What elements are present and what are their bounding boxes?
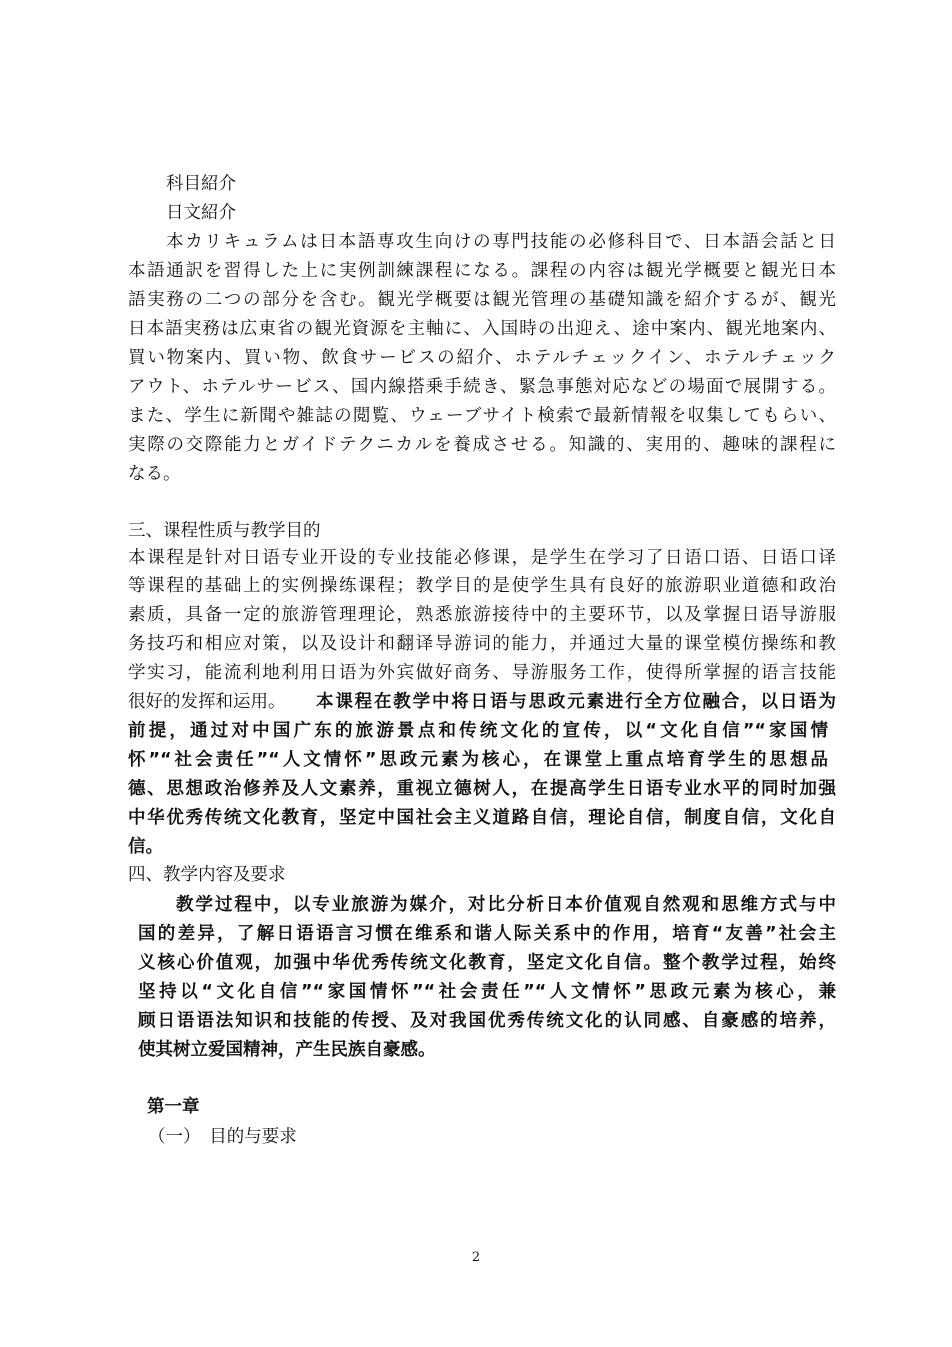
section-3-line: 素质，具备一定的旅游管理理论，熟悉旅游接待中的主要环节，以及掌握日语导游服 <box>128 605 836 625</box>
jp-paragraph-line: 実際の交際能力とガイドテクニカルを養成させる。知識的、実用的、趣味的課程に <box>128 435 836 455</box>
chapter-1-heading: 第一章 <box>147 1097 200 1117</box>
section-3-bold-line: 信。 <box>128 837 163 857</box>
section-3-line: 等课程的基础上的实例操练课程；教学目的是使学生具有良好的旅游职业道德和政治 <box>128 576 836 596</box>
heading-kamoku-shoukai: 科目紹介 <box>166 174 236 194</box>
section-4-line: 坚持以“文化自信”“家国情怀”“社会责任”“人文情怀”思政元素为核心，兼 <box>138 982 836 1002</box>
jp-paragraph-line: アウト、ホテルサービス、国内線搭乗手続き、緊急事態対応などの場面で展開する。 <box>128 377 836 397</box>
section-4-line: 义核心价值观，加强中华优秀传统文化教育，坚定文化自信。整个教学过程，始终 <box>138 953 836 973</box>
section-3-line: 学实习，能流利地利用日语为外宾做好商务、导游服务工作，使得所掌握的语言技能 <box>128 663 836 683</box>
section-3-bold-line: 德、思想政治修养及人文素养，重视立德树人，在提高学生日语专业水平的同时加强 <box>128 779 836 799</box>
section-3-line: 本课程是针对日语专业开设的专业技能必修课，是学生在学习了日语口语、日语口译 <box>128 548 836 568</box>
section-4-line: 教学过程中，以专业旅游为媒介，对比分析日本价值观自然观和思维方式与中 <box>176 895 836 915</box>
jp-paragraph-line: なる。 <box>128 464 181 484</box>
heading-nichibun-shoukai: 日文紹介 <box>166 203 236 223</box>
section-3-bold-line: 本课程在教学中将日语与思政元素进行全方位融合，以日语为 <box>316 692 836 712</box>
jp-paragraph-line: 語実務の二つの部分を含む。観光学概要は観光管理の基礎知識を紹介するが、観光 <box>128 290 836 310</box>
section-4-line: 使其树立爱国精神，产生民族自豪感。 <box>138 1040 436 1060</box>
section-4-heading: 四、教学内容及要求 <box>128 865 286 885</box>
chapter-1-subheading: （一） 目的与要求 <box>148 1127 297 1147</box>
section-3-line: 务技巧和相应对策，以及设计和翻译导游词的能力，并通过大量的课堂模仿操练和教 <box>128 634 836 654</box>
jp-paragraph-line: 日本語実務は広東省の観光資源を主軸に、入国時の出迎え、途中案内、観光地案内、 <box>128 319 836 339</box>
jp-paragraph-line: 本語通訳を習得した上に実例訓練課程になる。課程の内容は観光学概要と観光日本 <box>128 261 836 281</box>
section-3-line: 很好的发挥和运用。 <box>128 692 286 712</box>
section-4-line: 国的差异，了解日语语言习惯在维系和谐人际关系中的作用，培育“友善”社会主 <box>138 924 836 944</box>
section-3-bold-line: 怀”“社会责任”“人文情怀”思政元素为核心，在课堂上重点培育学生的思想品 <box>128 750 828 770</box>
section-3-heading: 三、课程性质与教学目的 <box>128 521 321 541</box>
section-4-line: 顾日语语法知识和技能的传授、及对我国优秀传统文化的认同感、自豪感的培养， <box>138 1011 836 1031</box>
jp-paragraph-line: 本カリキュラムは日本語専攻生向けの専門技能の必修科目で、日本語会話と日 <box>166 232 836 252</box>
jp-paragraph-line: また、学生に新聞や雑誌の閲覧、ウェーブサイト検索で最新情報を収集してもらい、 <box>128 406 836 426</box>
jp-paragraph-line: 買い物案内、買い物、飲食サービスの紹介、ホテルチェックイン、ホテルチェック <box>128 348 836 368</box>
section-3-bold-line: 中华优秀传统文化教育，坚定中国社会主义道路自信，理论自信，制度自信，文化自 <box>128 808 836 828</box>
page-number: 2 <box>471 1250 481 1265</box>
section-3-bold-line: 前提，通过对中国广东的旅游景点和传统文化的宣传，以“文化自信”“家国情 <box>128 721 828 741</box>
